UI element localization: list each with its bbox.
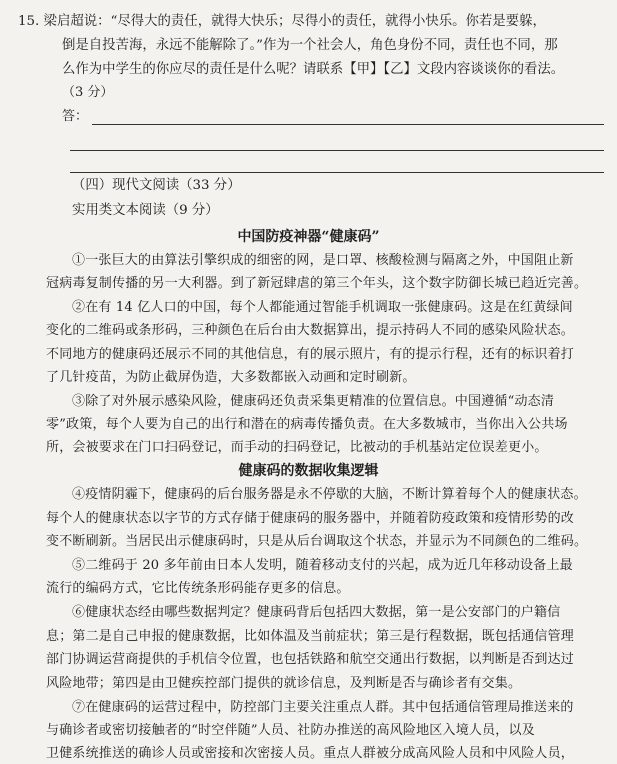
article-line: ①一张巨大的由算法引擎织成的细密的网，是口罩、核酸检测与隔离之外，中国阻止新 <box>72 253 574 268</box>
article-line: 所，会被要求在门口扫码登记，而手动的扫码登记，比被动的手机基站定位误差更小。 <box>46 440 548 455</box>
question-15-line-2: 倒是自投苦海，永远不能解除了。”作为一个社会人，角色身份不同，责任也不同，那 <box>62 38 558 53</box>
article-subtitle: 健康码的数据收集逻辑 <box>238 463 379 479</box>
article-line: 部门协调运营商提供的手机信令位置，也包括铁路和航空交通出行数据，以判断是否到达过 <box>46 652 575 667</box>
article-line: ④疫情阴霾下，健康码的后台服务器是永不停歇的大脑，不断计算着每个人的健康状态。 <box>72 487 587 502</box>
article-line: 流行的编码方式，它比传统条形码能存更多的信息。 <box>46 581 350 596</box>
article-line: 不同地方的健康码还展示不同的其他信息，有的展示照片，有的提示行程，还有的标识着打 <box>46 347 575 362</box>
article-line: 变化的二维码或条形码，三种颜色在后台由大数据算出，提示持码人不同的感染风险状态。 <box>46 323 575 338</box>
question-15-line-3: 么作为中学生的你应尽的责任是什么呢？请联系【甲】【乙】文段内容谈谈你的看法。 <box>62 62 565 77</box>
answer-line-1[interactable] <box>92 124 604 125</box>
article-line: 息；第二是自己申报的健康数据，比如体温及当前症状；第三是行程数据，既包括通信管理 <box>46 629 575 644</box>
article-line: 卫健系统推送的确诊人员或密接和次密接人员。重点人群被分成高风险人员和中风险人员， <box>46 746 575 761</box>
article-line: 风险地带；第四是由卫健疾控部门提供的就诊信息，及判断是否与确诊者有交集。 <box>46 676 522 691</box>
answer-line-2[interactable] <box>70 150 604 151</box>
article-line: 了几针疫苗，为防止截屏伪造，大多数都嵌入动画和定时刷新。 <box>46 370 416 385</box>
article-line: ②在有 14 亿人口的中国，每个人都能通过智能手机调取一张健康码。这是在红黄绿间 <box>72 300 573 315</box>
article-line: ③除了对外展示感染风险，健康码还负责采集更精准的位置信息。中国遵循“动态清 <box>72 394 555 409</box>
article-line: ⑤二维码于 20 多年前由日本人发明，随着移动支付的兴起，成为近几年移动设备上最 <box>72 558 573 573</box>
answer-line-3[interactable] <box>70 172 604 173</box>
question-15-line-1: 15. 梁启超说：“尽得大的责任，就得大快乐；尽得小的责任，就得小快乐。你若是要躲， <box>18 14 546 29</box>
article-line: 零”政策，每个人要为自己的出行和潜在的病毒传播负责。在大多数城市，当你出入公共场 <box>46 417 568 432</box>
article-line: ⑦在健康码的运营过程中，防控部门主要关注重点人群。其中包括通信管理局推送来的 <box>72 700 574 715</box>
answer-label: 答： <box>62 109 89 124</box>
article-line: 变不断刷新。当居民出示健康码时，只是从后台调取这个状态，并显示为不同颜色的二维码。 <box>46 534 588 549</box>
article-line: 冠病毒复制传播的另一大利器。到了新冠肆虐的第三个年头，这个数字防御长城已趋近完善。 <box>46 276 588 291</box>
question-15-score: （3 分） <box>62 85 114 100</box>
article-title: 中国防疫神器“健康码” <box>237 229 380 245</box>
article-line: 每个人的健康状态以字节的方式存储于健康码的服务器中，并随着防疫政策和疫情形势的改 <box>46 511 575 526</box>
article-line: ⑥健康状态经由哪些数据判定？健康码背后包括四大数据，第一是公安部门的户籍信 <box>72 605 561 620</box>
section-heading: （四）现代文阅读（33 分） <box>72 178 241 193</box>
article-line: 与确诊者或密切接触者的“时空伴随”人员、社防办推送的高风险地区入境人员，以及 <box>46 723 535 738</box>
section-subheading: 实用类文本阅读（9 分） <box>72 203 219 218</box>
